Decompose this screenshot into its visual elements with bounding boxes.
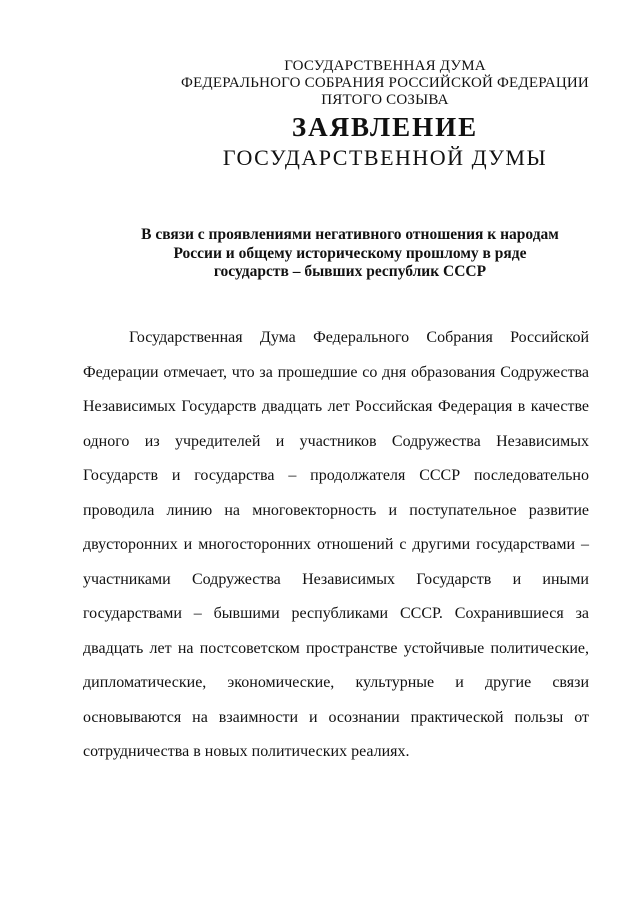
header-line: ФЕДЕРАЛЬНОГО СОБРАНИЯ РОССИЙСКОЙ ФЕДЕРАЦИИ [181, 75, 589, 91]
body-line: сотрудничества в новых политических реалиях. [83, 743, 410, 760]
body-line: одного из учредителей и участников Содружества Независимых [83, 432, 589, 450]
topic-line: В связи с проявлениями негативного отношения к народам [141, 226, 559, 243]
body-line: Государств и государства – продолжателя СССР последовательно [83, 467, 589, 484]
issuer-header [150, 58, 620, 109]
header-line: ПЯТОГО СОЗЫВА [321, 92, 449, 108]
document-subtitle: ГОСУДАРСТВЕННОЙ ДУМЫ [222, 145, 548, 170]
topic-line: государств – бывших республик СССР [213, 263, 487, 280]
body-line: дипломатические, экономические, культурные и другие связи [83, 674, 589, 691]
body-line: Государственная Дума Федерального Собрания Российской [129, 329, 589, 346]
body-line: проводила линию на многовекторность и поступательное развитие [83, 501, 589, 519]
topic-line: России и общему историческому прошлому в ряде [173, 244, 527, 262]
body-line: государствами – бывшими республиками СССР. Сохранившиеся за [83, 605, 589, 622]
body-line: участниками Содружества Независимых Государств и иными [83, 570, 589, 588]
body-line: двадцать лет на постсоветском пространстве устойчивые политические, [83, 639, 589, 657]
header-line: ГОСУДАРСТВЕННАЯ ДУМА [284, 58, 486, 74]
body-line: двусторонних и многосторонних отношений с другими государствами – [83, 536, 589, 553]
statement-body [83, 328, 589, 777]
document-type-title: ЗАЯВЛЕНИЕ [291, 112, 479, 142]
body-line: Федерации отмечает, что за прошедшие со дня образования Содружества [83, 363, 589, 381]
body-line: основываются на взаимности и осознании практической пользы от [83, 708, 589, 726]
statement-topic [120, 226, 580, 282]
body-line: Независимых Государств двадцать лет Российская Федерация в качестве [83, 398, 589, 415]
